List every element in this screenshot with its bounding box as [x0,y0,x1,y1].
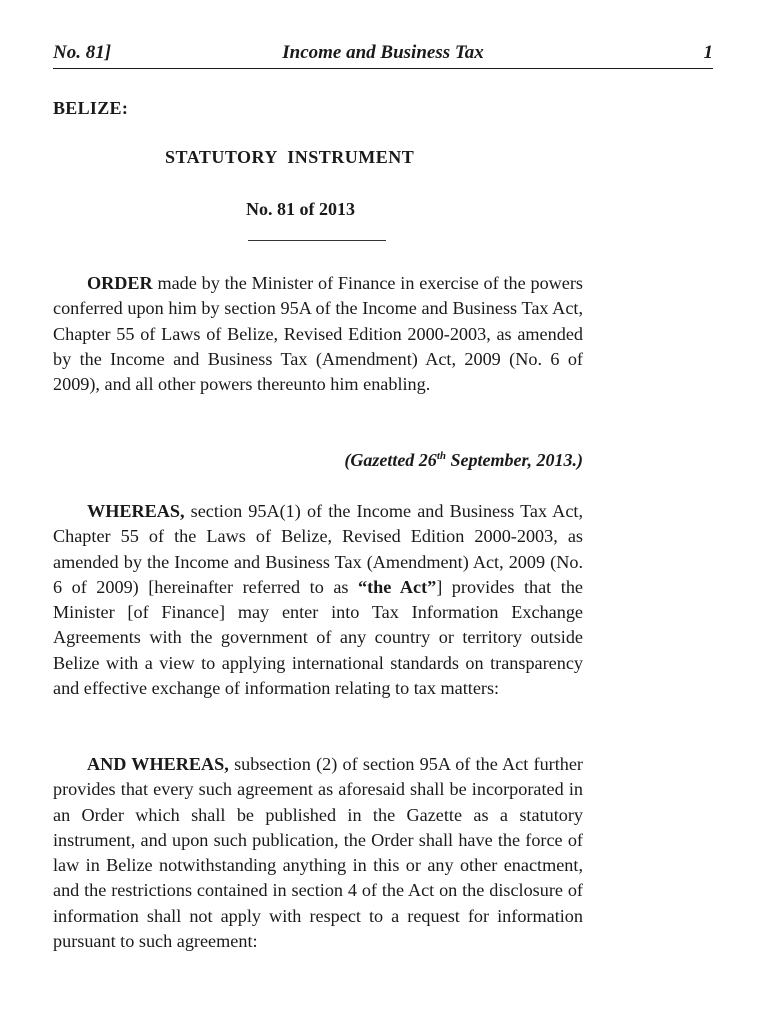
preamble-text: made by the Minister of Finance in exercise of the powers conferred upon him by section 95A of the Income and Business Tax Act, Chapter 55 of Laws of Belize, Revised Edition 2000-2003, as amended by the Income and Business Tax (Amendment) Act, 2009 (No. 6 of 2009), and all other powers thereunto him enabling. [53,273,583,395]
whereas-defined-term: “the Act” [358,576,437,597]
gazetted-date [344,450,583,471]
running-header [53,42,713,69]
and-whereas-lead: AND WHEREAS, [87,754,229,774]
preamble-paragraph [53,271,583,397]
page-number: 1 [703,42,713,63]
whereas-text-after: ] provides that the Minister [of Finance] may enter into Tax Information Exchange Agreements with the government of any country or territory outside Belize with a view to applying international standards on transparency and effective exchange of information relating to tax matters: [53,576,583,699]
header-title: Income and Business Tax [282,42,484,63]
instrument-title: STATUTORY INSTRUMENT [165,147,415,167]
gazetted-prefix: (Gazetted 26 [344,450,437,470]
gazetted-suffix: September, 2013.) [446,450,583,470]
instrument-number: No. 81 of 2013 [246,199,355,219]
whereas-text-before: section 95A(1) of the Income and Business Tax Act, Chapter 55 of the Laws of Belize, Revised Edition 2000-2003, as amended by the Income and Business Tax (Amendment) Act, 2009 (No. 6 of 2009) [hereinafter referred to as [53,501,583,597]
country-heading: BELIZE: [53,98,129,118]
whereas-lead: WHEREAS, [87,501,185,521]
and-whereas-paragraph [53,752,583,954]
preamble-lead: ORDER [87,273,153,293]
gazetted-superscript: th [436,450,446,462]
and-whereas-text: subsection (2) of section 95A of the Act further provides that every such agreement as aforesaid shall be incorporated in an Order which shall be published in the Gazette as a statutory instrument, and upon such publication, the Order shall have the force of law in Belize notwithstanding anything in this or any other enactment, and the restrictions contained in section 4 of the Act on the disclosure of information shall not apply with respect to a request for information pursuant to such agreement: [53,754,583,952]
header-instrument-number: No. 81] [53,42,112,63]
whereas-paragraph [53,499,583,701]
document-page [53,0,713,1024]
title-divider [248,240,386,241]
